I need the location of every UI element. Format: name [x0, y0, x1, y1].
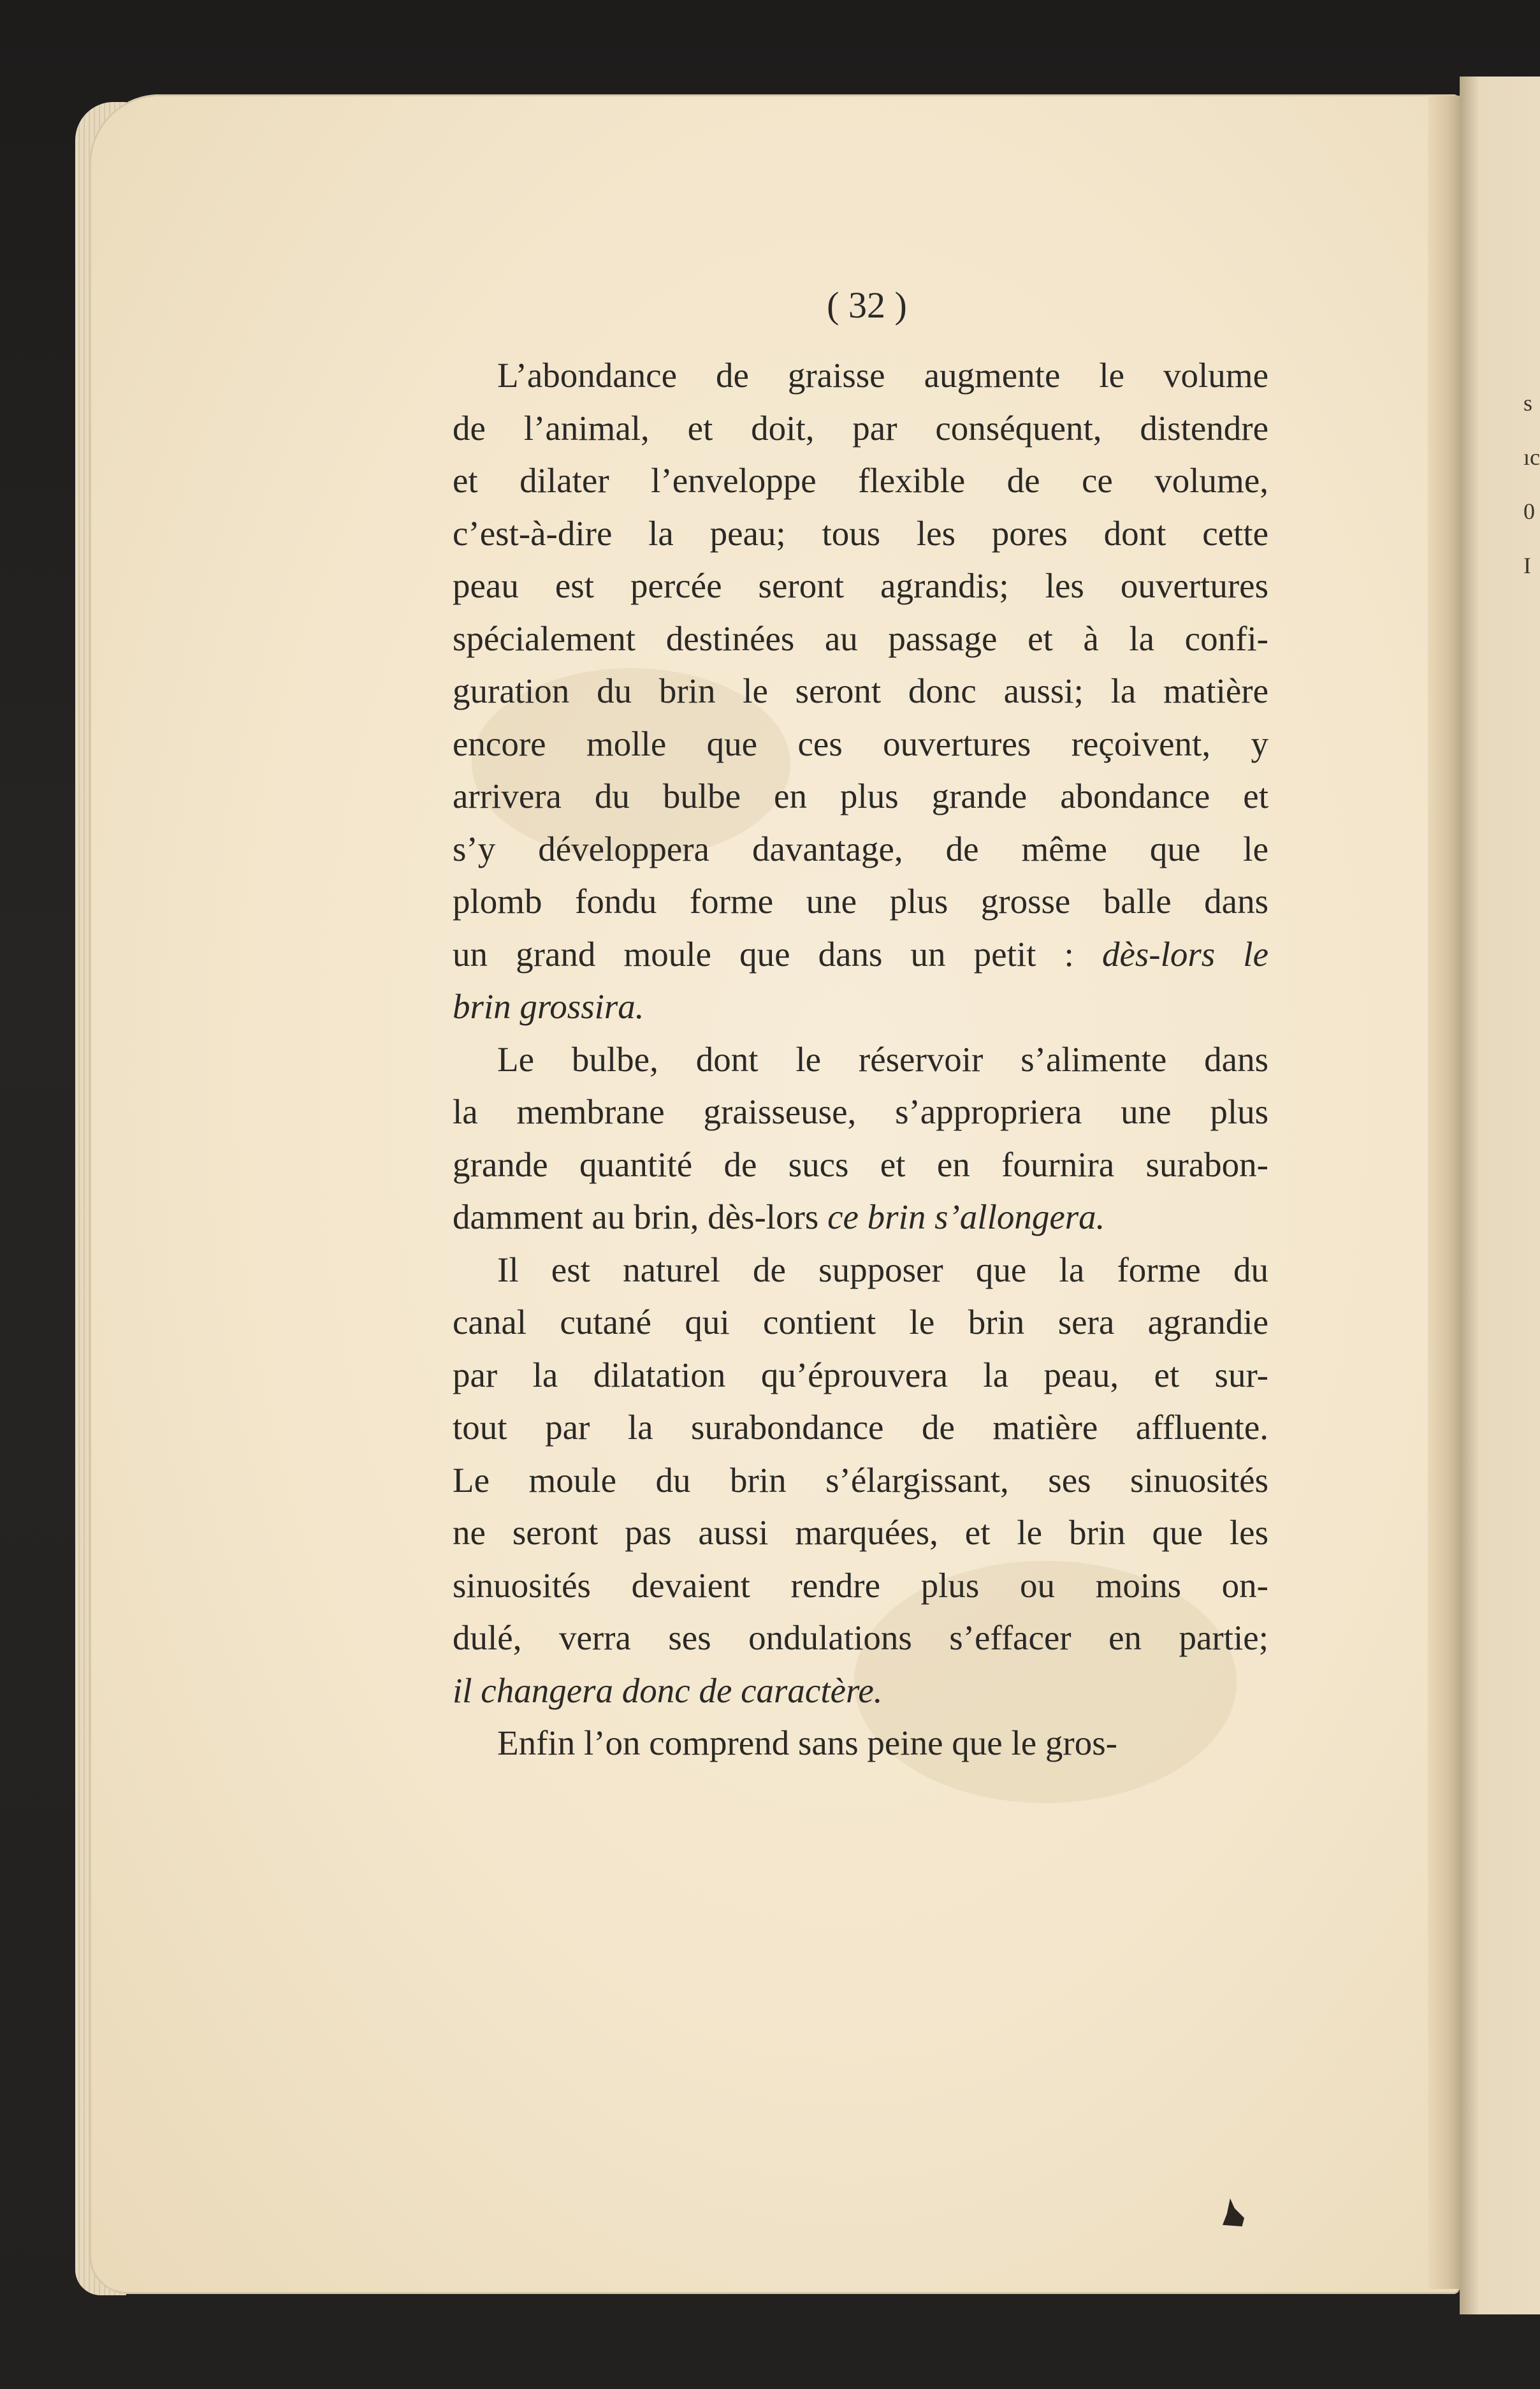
text-line [453, 928, 1268, 981]
text-line [453, 1086, 1268, 1139]
text-span: guration du brin le seront donc aussi; la matière [453, 671, 1268, 710]
italic-text: brin grossira. [453, 987, 644, 1026]
text-line [453, 1139, 1268, 1192]
text-span: et dilater l’enveloppe flexible de ce volume, [453, 461, 1268, 500]
text-span: de l’animal, et doit, par conséquent, distendre [453, 408, 1268, 448]
page-number: ( 32 ) [827, 284, 907, 326]
text-span: la membrane graisseuse, s’appropriera une plus [453, 1092, 1268, 1131]
text-span: peau est percée seront agrandis; les ouvertures [453, 566, 1268, 605]
text-line [453, 1717, 1268, 1770]
text-span: Le bulbe, dont le réservoir s’alimente dans [497, 1039, 1268, 1079]
text-line [453, 1244, 1268, 1297]
text-span: plomb fondu forme une plus grosse balle dans [453, 882, 1268, 921]
text-line [453, 981, 1268, 1034]
text-span: arrivera du bulbe en plus grande abondance et [453, 777, 1268, 815]
text-line [453, 560, 1268, 613]
text-span: grande quantité de sucs et en fournira surabon- [453, 1144, 1268, 1184]
text-line [453, 875, 1268, 928]
text-span: spécialement destinées au passage et à la confi- [453, 618, 1268, 658]
text-line [453, 613, 1268, 666]
text-span: damment au brin, dès-lors [453, 1197, 828, 1236]
text-line [453, 1612, 1268, 1665]
italic-text: ce brin s’allongera. [827, 1197, 1105, 1236]
text-line [453, 1665, 1268, 1718]
text-span: Enfin l’on comprend sans peine que le gros- [497, 1723, 1117, 1762]
text-span: un grand moule que dans un petit : [453, 934, 1102, 974]
text-line [453, 1034, 1268, 1086]
facing-page-mark: 0 [1523, 499, 1535, 524]
text-span: Le moule du brin s’élargissant, ses sinuosités [453, 1460, 1268, 1500]
text-span: L’abondance de graisse augmente le volume [497, 356, 1268, 395]
text-span: dulé, verra ses ondulations s’effacer en partie; [453, 1618, 1268, 1657]
text-line [453, 1401, 1268, 1454]
body-text [453, 349, 1268, 1770]
text-span: Il est naturel de supposer que la forme du [497, 1250, 1268, 1289]
text-span: par la dilatation qu’éprouvera la peau, et sur- [453, 1355, 1268, 1394]
text-line [453, 508, 1268, 560]
facing-page-marks [1523, 376, 1540, 593]
text-line [453, 770, 1268, 823]
text-line [453, 1507, 1268, 1560]
text-span: s’y développera davantage, de même que le [453, 829, 1268, 868]
text-span: c’est-à-dire la peau; tous les pores dont cette [453, 513, 1268, 553]
facing-page-mark: ıc [1523, 444, 1540, 470]
facing-page-mark: I [1523, 553, 1531, 578]
text-span: sinuosités devaient rendre plus ou moins on- [453, 1565, 1268, 1605]
text-line [453, 1454, 1268, 1507]
text-line [453, 349, 1268, 402]
text-span: canal cutané qui contient le brin sera agrandie [453, 1303, 1268, 1341]
text-line [453, 665, 1268, 718]
text-span: encore molle que ces ouvertures reçoivent, y [453, 724, 1268, 763]
text-line [453, 823, 1268, 876]
text-line [453, 455, 1268, 508]
text-line [453, 1296, 1268, 1349]
italic-text: il changera donc de caractère. [453, 1670, 883, 1710]
text-line [453, 718, 1268, 771]
italic-text: dès-lors le [1101, 934, 1268, 974]
text-line [453, 1349, 1268, 1402]
page-gutter [1428, 96, 1460, 2289]
text-span: ne seront pas aussi marquées, et le brin que les [453, 1513, 1268, 1552]
text-span: tout par la surabondance de matière affluente. [453, 1408, 1268, 1447]
text-line [453, 1191, 1268, 1244]
facing-page-mark: s [1523, 390, 1533, 416]
text-line [453, 1560, 1268, 1612]
text-line [453, 402, 1268, 455]
